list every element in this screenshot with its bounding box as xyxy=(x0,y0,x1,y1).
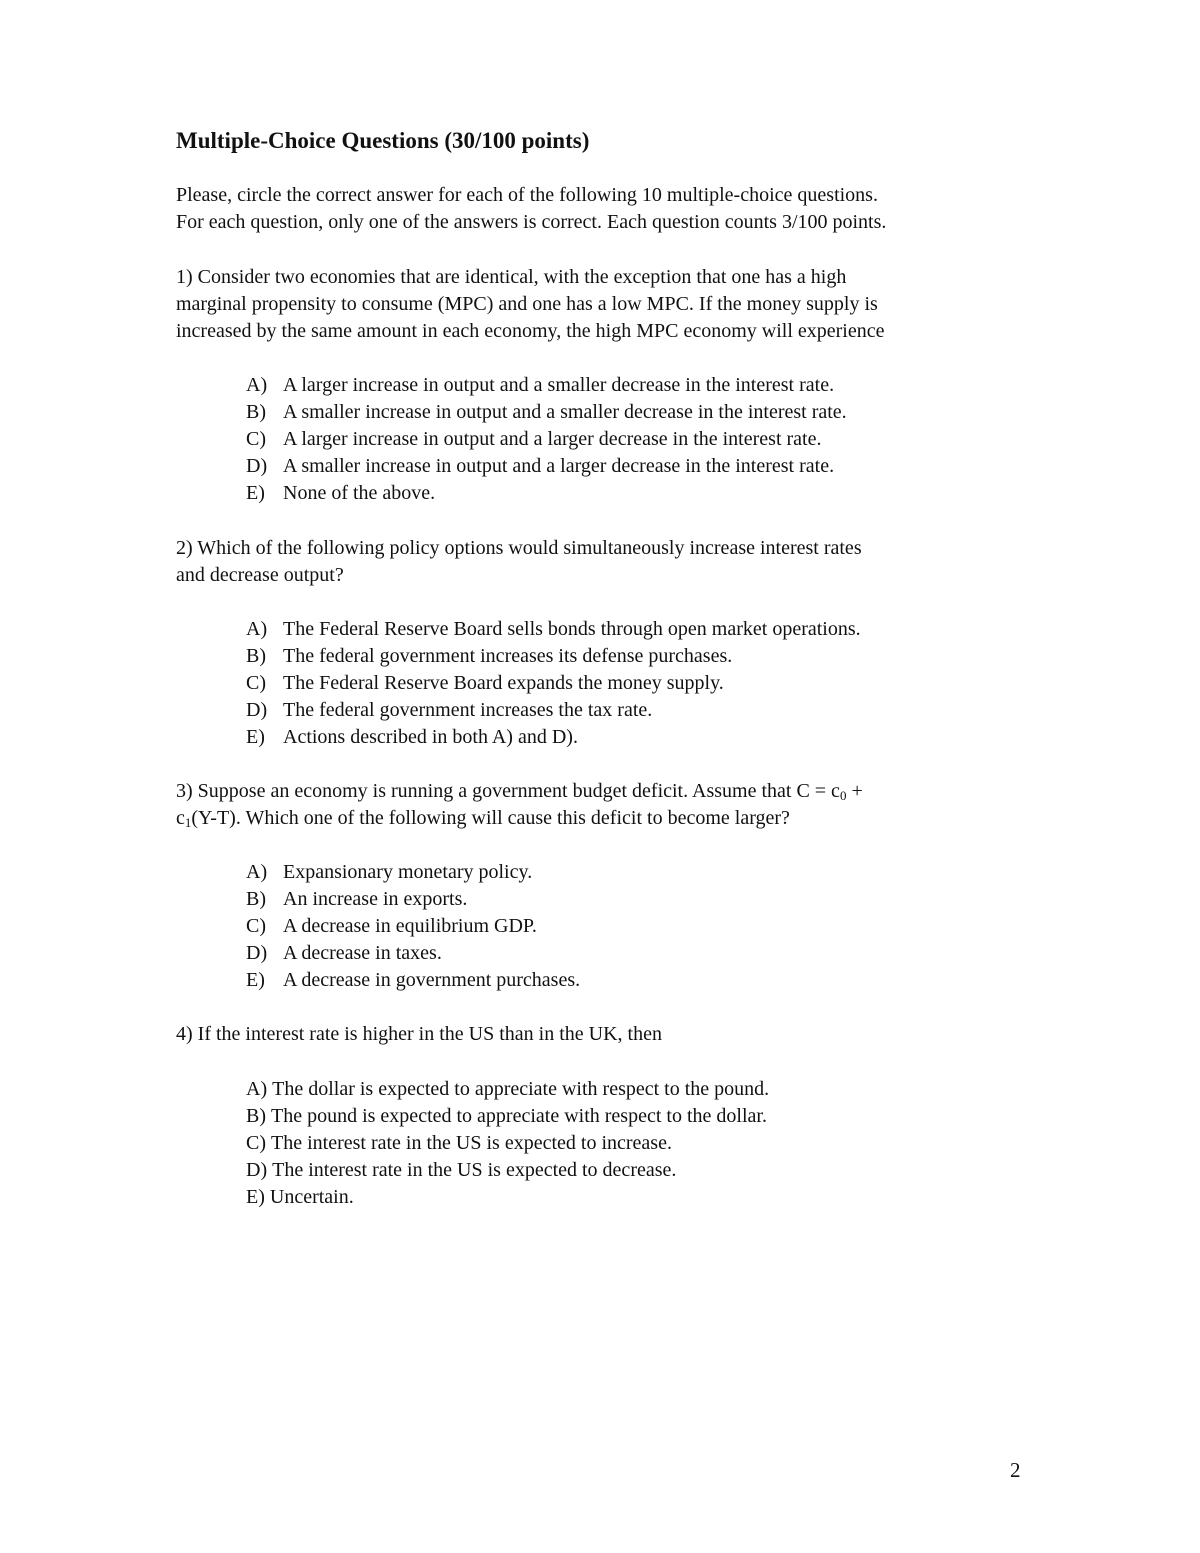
option-letter: C) xyxy=(246,915,266,937)
question-4-stem xyxy=(176,1021,1036,1048)
answer-option-e[interactable] xyxy=(246,967,580,994)
answer-option-c[interactable] xyxy=(246,670,861,697)
question-line: marginal propensity to consume (MPC) and one has a low MPC. If the money supply is xyxy=(176,293,878,315)
answer-option-b[interactable] xyxy=(246,1103,769,1130)
answer-option-e[interactable] xyxy=(246,724,861,751)
question-line: and decrease output? xyxy=(176,564,344,586)
subscript: 1 xyxy=(184,815,192,830)
question-3-options xyxy=(246,859,580,994)
option-letter: D) xyxy=(246,455,268,477)
option-text: The dollar is expected to appreciate with respect to the pound. xyxy=(272,1078,770,1100)
option-text: A smaller increase in output and a smaller decrease in the interest rate. xyxy=(283,401,847,423)
option-text: The interest rate in the US is expected to increase. xyxy=(271,1132,672,1154)
answer-option-b[interactable] xyxy=(246,643,861,670)
question-4-options xyxy=(246,1076,769,1211)
question-line: 2) Which of the following policy options would simultaneously increase interest rates xyxy=(176,537,862,559)
option-text: Expansionary monetary policy. xyxy=(283,861,533,883)
answer-option-b[interactable] xyxy=(246,886,580,913)
option-text: A decrease in taxes. xyxy=(283,942,442,964)
option-letter: A) xyxy=(246,618,268,640)
subscript: 0 xyxy=(839,788,847,803)
answer-option-c[interactable] xyxy=(246,1130,769,1157)
option-letter: E) xyxy=(246,726,265,748)
question-text: 3) Suppose an economy is running a government budget deficit. Assume that C = c xyxy=(176,780,840,802)
answer-option-a[interactable] xyxy=(246,616,861,643)
option-text: The pound is expected to appreciate with respect to the dollar. xyxy=(271,1105,767,1127)
question-line: 4) If the interest rate is higher in the US than in the UK, then xyxy=(176,1023,662,1045)
answer-option-a[interactable] xyxy=(246,1076,769,1103)
answer-option-e[interactable] xyxy=(246,1184,769,1211)
question-text: + xyxy=(846,780,863,802)
option-text: A smaller increase in output and a larger decrease in the interest rate. xyxy=(283,455,835,477)
option-letter: E) xyxy=(246,1186,265,1208)
option-text: Actions described in both A) and D). xyxy=(283,726,578,748)
option-text: A larger increase in output and a larger decrease in the interest rate. xyxy=(283,428,822,450)
answer-option-c[interactable] xyxy=(246,426,847,453)
option-text: An increase in exports. xyxy=(283,888,468,910)
option-letter: E) xyxy=(246,482,265,504)
answer-option-c[interactable] xyxy=(246,913,580,940)
option-text: The Federal Reserve Board expands the money supply. xyxy=(283,672,724,694)
option-letter: D) xyxy=(246,1159,268,1181)
option-letter: C) xyxy=(246,672,266,694)
question-2-stem xyxy=(176,535,1036,589)
question-3-stem xyxy=(176,778,1036,832)
option-text: Uncertain. xyxy=(269,1186,354,1208)
option-letter: A) xyxy=(246,1078,268,1100)
answer-option-d[interactable] xyxy=(246,940,580,967)
option-letter: B) xyxy=(246,1105,266,1127)
option-letter: D) xyxy=(246,699,268,721)
option-letter: C) xyxy=(246,428,266,450)
question-line xyxy=(176,805,1036,832)
question-line xyxy=(176,778,1036,805)
option-text: A decrease in government purchases. xyxy=(283,969,581,991)
option-letter: B) xyxy=(246,401,266,423)
answer-option-d[interactable] xyxy=(246,453,847,480)
question-text: c xyxy=(176,807,185,829)
answer-option-e[interactable] xyxy=(246,480,847,507)
question-text: (Y-T). Which one of the following will cause this deficit to become larger? xyxy=(191,807,790,829)
option-letter: E) xyxy=(246,969,265,991)
option-letter: D) xyxy=(246,942,268,964)
question-1-stem xyxy=(176,264,1036,345)
option-text: The Federal Reserve Board sells bonds through open market operations. xyxy=(283,618,861,640)
instructions xyxy=(176,182,1036,236)
option-text: The federal government increases the tax rate. xyxy=(283,699,653,721)
answer-option-d[interactable] xyxy=(246,697,861,724)
option-text: None of the above. xyxy=(283,482,436,504)
option-text: The interest rate in the US is expected to decrease. xyxy=(272,1159,677,1181)
option-letter: B) xyxy=(246,888,266,910)
answer-option-d[interactable] xyxy=(246,1157,769,1184)
option-letter: A) xyxy=(246,861,268,883)
option-letter: A) xyxy=(246,374,268,396)
page-title: Multiple-Choice Questions (30/100 points) xyxy=(176,128,590,153)
question-2-options xyxy=(246,616,861,751)
page-number: 2 xyxy=(1010,1458,1021,1482)
option-letter: C) xyxy=(246,1132,266,1154)
option-letter: B) xyxy=(246,645,266,667)
instructions-line: Please, circle the correct answer for each of the following 10 multiple-choice questions. xyxy=(176,184,878,206)
instructions-line: For each question, only one of the answers is correct. Each question counts 3/100 points. xyxy=(176,211,887,233)
answer-option-a[interactable] xyxy=(246,859,580,886)
question-line: 1) Consider two economies that are identical, with the exception that one has a high xyxy=(176,266,847,288)
question-1-options xyxy=(246,372,847,507)
question-line: increased by the same amount in each economy, the high MPC economy will experience xyxy=(176,320,885,342)
answer-option-a[interactable] xyxy=(246,372,847,399)
option-text: A decrease in equilibrium GDP. xyxy=(283,915,537,937)
answer-option-b[interactable] xyxy=(246,399,847,426)
option-text: The federal government increases its defense purchases. xyxy=(283,645,733,667)
option-text: A larger increase in output and a smaller decrease in the interest rate. xyxy=(283,374,835,396)
